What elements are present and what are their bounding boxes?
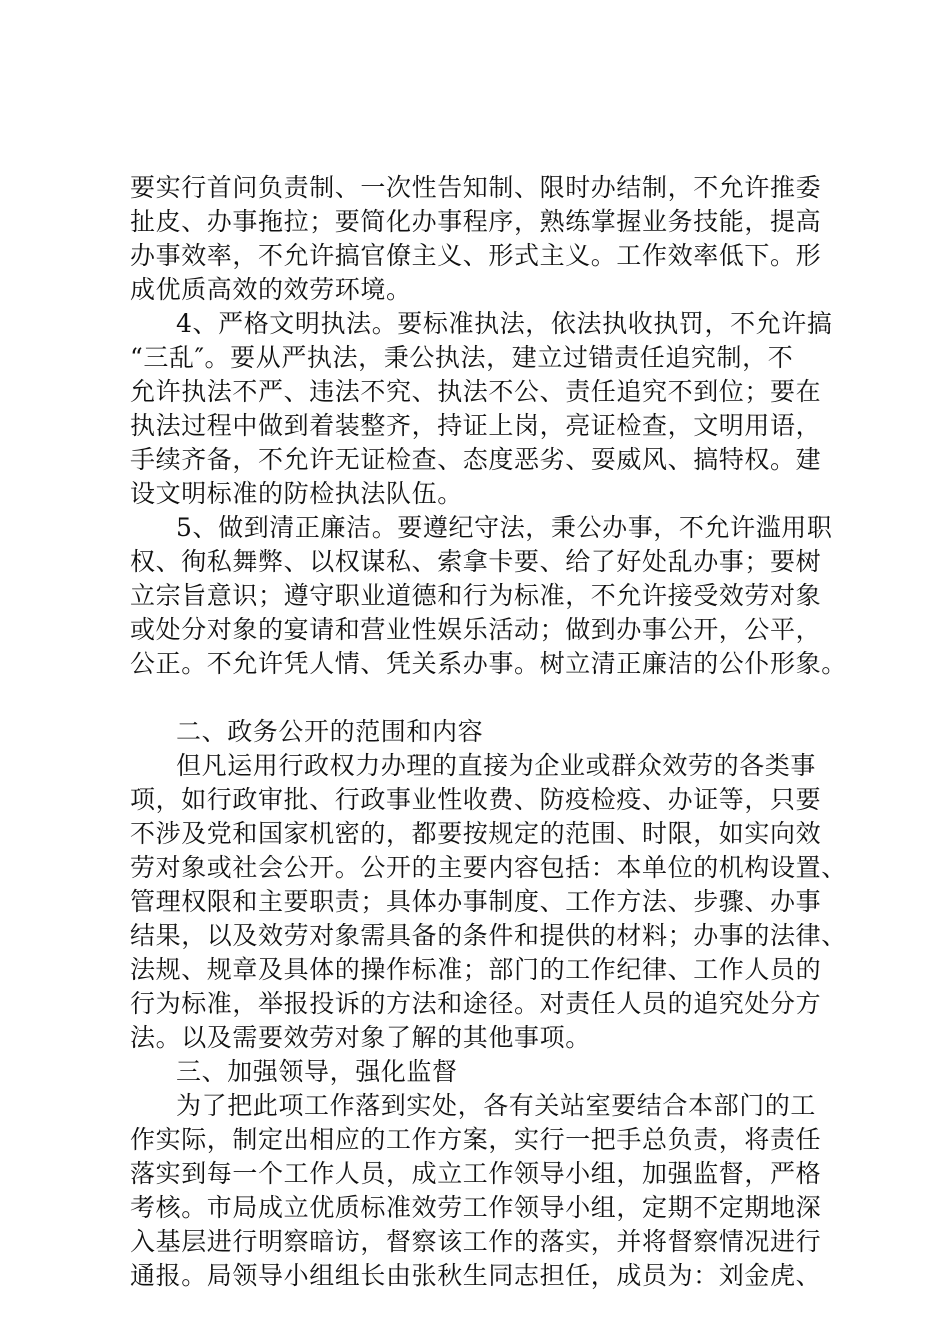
text-line: 扯皮、办事拖拉；要简化办事程序，熟练掌握业务技能，提高 [130,207,822,236]
text-line: 行为标准，举报投诉的方法和途径。对责任人员的追究处分方 [130,989,822,1018]
text-line: 法规、规章及具体的操作标准；部门的工作纪律、工作人员的 [130,955,822,984]
text-line: 作实际，制定出相应的工作方案，实行一把手总负责，将责任 [130,1125,822,1154]
text-line: 不涉及党和国家机密的，都要按规定的范围、时限，如实向效 [130,819,822,848]
text-line: 项，如行政审批、行政事业性收费、防疫检疫、办证等，只要 [130,785,822,814]
section-heading: 二、政务公开的范围和内容 [176,717,484,746]
text-line: 手续齐备，不允许无证检查、态度恶劣、耍威风、搞特权。建 [130,445,822,474]
text-line: 入基层进行明察暗访，督察该工作的落实，并将督察情况进行 [130,1227,822,1256]
text-line: 或处分对象的宴请和营业性娱乐活动；做到办事公开，公平， [130,615,822,644]
text-line: 通报。局领导小组组长由张秋生同志担任，成员为：刘金虎、 [130,1261,822,1290]
text-line: 4、严格文明执法。要标准执法，依法执收执罚，不允许搞 [176,309,833,338]
text-line: 管理权限和主要职责；具体办事制度、工作方法、步骤、办事 [130,887,822,916]
text-line: 成优质高效的效劳环境。 [130,275,412,304]
text-line: 5、做到清正廉洁。要遵纪守法，秉公办事，不允许滥用职 [176,513,833,542]
text-line: 执法过程中做到着装整齐，持证上岗，亮证检查，文明用语， [130,411,822,440]
text-line: 为了把此项工作落到实处，各有关站室要结合本部门的工 [176,1091,817,1120]
text-line: 要实行首问负责制、一次性告知制、限时办结制，不允许推委 [130,173,822,202]
text-line: 立宗旨意识；遵守职业道德和行为标准，不允许接受效劳对象 [130,581,822,610]
text-line: 但凡运用行政权力办理的直接为企业或群众效劳的各类事 [176,751,817,780]
text-line: 法。以及需要效劳对象了解的其他事项。 [130,1023,591,1052]
text-line: 考核。市局成立优质标准效劳工作领导小组，定期不定期地深 [130,1193,822,1222]
text-line: 办事效率，不允许搞官僚主义、形式主义。工作效率低下。形 [130,241,822,270]
section-heading: 三、加强领导，强化监督 [176,1057,458,1086]
text-line: 设文明标准的防检执法队伍。 [130,479,463,508]
text-line: 公正。不允许凭人情、凭关系办事。树立清正廉洁的公仆形象。 [130,649,847,678]
text-line: 结果，以及效劳对象需具备的条件和提供的材料；办事的法律、 [130,921,847,950]
text-line: 允许执法不严、违法不究、执法不公、责任追究不到位；要在 [130,377,822,406]
text-line: 落实到每一个工作人员，成立工作领导小组，加强监督，严格 [130,1159,822,1188]
text-line: “三乱″。要从严执法，秉公执法，建立过错责任追究制，不 [130,343,794,372]
text-line: 劳对象或社会公开。公开的主要内容包括：本单位的机构设置、 [130,853,847,882]
text-line: 权、徇私舞弊、以权谋私、索拿卡要、给了好处乱办事；要树 [130,547,822,576]
